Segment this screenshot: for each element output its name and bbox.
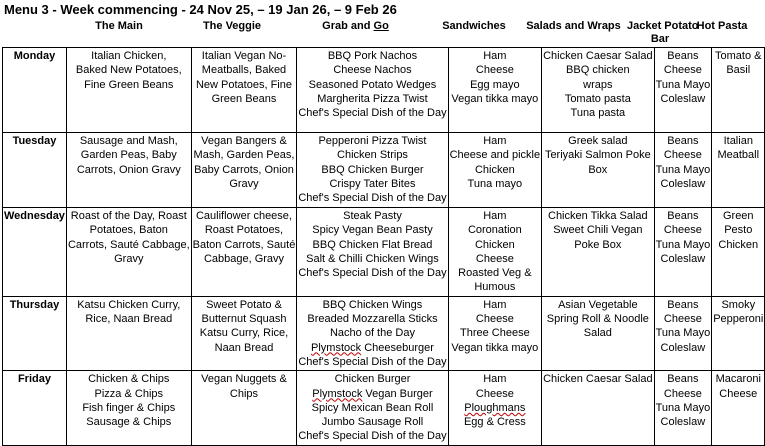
menu-item-line: Gravy bbox=[229, 177, 259, 190]
menu-row-tuesday bbox=[3, 133, 765, 208]
menu-item-line: BBQ Chicken Flat Bread bbox=[312, 238, 433, 251]
menu-item-line: Baked New Potatoes, bbox=[75, 64, 182, 77]
menu-item-line: Cheese bbox=[663, 149, 702, 162]
menu-item-line: Margherita Pizza Twist bbox=[317, 92, 428, 105]
cell-veggie bbox=[191, 48, 297, 133]
menu-item-line: Tomato & bbox=[715, 50, 762, 62]
menu-item-line: Greek salad bbox=[568, 135, 628, 147]
cell-main bbox=[66, 371, 191, 445]
menu-item-line: Coleslaw bbox=[660, 92, 706, 105]
menu-item-line: Chicken & Chips bbox=[88, 373, 170, 386]
page-title: Menu 3 - Week commencing - 24 Nov 25, – 19 Jan 26, – 9 Feb 26 bbox=[4, 2, 397, 17]
header-grab-and-go bbox=[284, 20, 427, 33]
day-label bbox=[3, 371, 67, 445]
menu-item-line: Vegan Bangers & bbox=[201, 135, 287, 147]
menu-item-line: Roast of the Day, Roast bbox=[70, 210, 187, 222]
menu-item-line: Green bbox=[722, 210, 754, 222]
menu-item-line: Garden Peas, Baby bbox=[80, 149, 177, 162]
menu-item-line: Ham bbox=[483, 373, 507, 386]
menu-item-line: Chicken Caesar Salad bbox=[543, 373, 653, 386]
menu-item-line: Butternut Squash bbox=[201, 313, 287, 326]
cell-pasta bbox=[712, 133, 765, 208]
menu-item-line: New Potatoes, Fine bbox=[195, 78, 292, 91]
day-label bbox=[3, 208, 67, 297]
menu-row-thursday bbox=[3, 296, 765, 370]
menu-item-line: Beans bbox=[667, 298, 699, 311]
cell-salads bbox=[542, 133, 654, 208]
menu-item-line: Tuna Mayo bbox=[655, 401, 711, 414]
menu-item-line: Asian Vegetable bbox=[558, 298, 638, 311]
menu-item-line: Sweet Chili Vegan bbox=[553, 224, 643, 237]
cell-grab bbox=[297, 296, 448, 370]
menu-item-line: Sweet Potato & bbox=[206, 298, 282, 311]
menu-item-line: Box bbox=[588, 163, 608, 176]
cell-grab bbox=[297, 371, 448, 445]
menu-item-line: Cheese Nachos bbox=[333, 64, 412, 77]
menu-item-line: Three Cheese bbox=[459, 327, 530, 340]
menu-item-line: Katsu Chicken Curry, bbox=[77, 298, 181, 311]
day-label bbox=[3, 48, 67, 133]
menu-item-line: Ploughmans bbox=[464, 401, 526, 414]
menu-item-line: Plymstock Cheeseburger bbox=[311, 341, 434, 354]
header-jacket-line2: Bar bbox=[650, 33, 670, 45]
cell-main bbox=[66, 48, 191, 133]
cell-sandwiches bbox=[448, 133, 542, 208]
menu-item-line: Poke Box bbox=[574, 238, 622, 251]
header-hot-pasta bbox=[694, 20, 750, 33]
menu-item-line: Cheese bbox=[475, 252, 514, 265]
menu-item-line: Tuna Mayo bbox=[655, 327, 711, 340]
menu-item-line: Fish finger & Chips bbox=[82, 401, 176, 414]
menu-item-line: Macaroni bbox=[715, 373, 761, 386]
menu-item-line: Pepperoni Pizza Twist bbox=[318, 135, 427, 147]
menu-item-line: Tuna Mayo bbox=[655, 163, 711, 176]
menu-item-line: Coleslaw bbox=[660, 252, 706, 265]
menu-item-line: Italian Vegan No- bbox=[201, 50, 287, 62]
menu-item-line: Baton Carrots, Sauté bbox=[192, 238, 296, 251]
menu-item-line: Plymstock Vegan Burger bbox=[312, 387, 433, 400]
menu-item-line: Cauliflower cheese, bbox=[195, 210, 292, 222]
menu-item-line: Pesto bbox=[724, 224, 753, 237]
cell-main bbox=[66, 296, 191, 370]
menu-item-line: Jumbo Sausage Roll bbox=[321, 416, 424, 429]
menu-item-line: Fine Green Beans bbox=[84, 78, 174, 91]
cell-salads bbox=[542, 371, 654, 445]
menu-item-line: Chef's Special Dish of the Day bbox=[298, 430, 447, 443]
menu-item-line: Ham bbox=[483, 50, 507, 62]
menu-item-line: Cheese bbox=[663, 313, 702, 326]
day-name: Wednesday bbox=[4, 210, 65, 222]
menu-item-line: Italian Chicken, bbox=[91, 50, 167, 62]
menu-item-line: Meatball bbox=[717, 149, 760, 162]
cell-jacket bbox=[654, 48, 712, 133]
cell-grab bbox=[297, 48, 448, 133]
menu-item-line: Chicken bbox=[718, 238, 759, 251]
menu-item-line: Cheese bbox=[475, 64, 514, 77]
menu-item-line: Chef's Special Dish of the Day bbox=[298, 355, 447, 368]
header-grab-go-label: Go bbox=[373, 20, 389, 32]
menu-item-line: Gravy bbox=[114, 252, 144, 265]
menu-item-line: Carrots, Onion Gravy bbox=[76, 163, 181, 176]
cell-pasta bbox=[712, 48, 765, 133]
day-name: Tuesday bbox=[12, 135, 57, 147]
menu-item-line: Steak Pasty bbox=[343, 210, 402, 222]
menu-item-line: Salt & Chilli Chicken Wings bbox=[306, 252, 439, 265]
header-salads-label: Salads and Wraps bbox=[526, 20, 621, 32]
menu-item-line: Egg & Cress bbox=[463, 416, 526, 429]
menu-item-line: Coleslaw bbox=[660, 341, 706, 354]
menu-item-line: Beans bbox=[667, 135, 699, 147]
menu-item-line: Tuna mayo bbox=[467, 177, 523, 190]
menu-item-line: Cheese bbox=[663, 64, 702, 77]
menu-item-line: Tuna pasta bbox=[570, 107, 626, 120]
menu-row-wednesday bbox=[3, 208, 765, 297]
header-salads bbox=[521, 20, 626, 33]
menu-item-line: Chicken bbox=[474, 238, 515, 251]
menu-item-line: Spicy Vegan Bean Pasty bbox=[312, 224, 433, 237]
menu-item-line: Seasoned Potato Wedges bbox=[308, 78, 437, 91]
header-jacket-potato bbox=[627, 20, 699, 46]
menu-item-line: Baby Carrots, Onion bbox=[194, 163, 294, 176]
cell-pasta bbox=[712, 208, 765, 297]
cell-sandwiches bbox=[448, 371, 542, 445]
menu-item-line: Spring Roll & Noodle bbox=[546, 313, 649, 326]
menu-item-line: Green Beans bbox=[211, 92, 277, 105]
menu-table-body bbox=[3, 48, 765, 446]
menu-item-line: BBQ chicken bbox=[566, 64, 630, 77]
menu-item-line: Salad bbox=[583, 327, 612, 340]
menu-item-line: Meatballs, Baked bbox=[201, 64, 287, 77]
menu-item-line: Chicken Tikka Salad bbox=[548, 210, 648, 222]
menu-item-line: Vegan tikka mayo bbox=[451, 92, 539, 105]
menu-table bbox=[2, 47, 765, 446]
header-veggie bbox=[181, 20, 283, 33]
cell-grab bbox=[297, 208, 448, 297]
cell-pasta bbox=[712, 296, 765, 370]
cell-grab bbox=[297, 133, 448, 208]
day-label bbox=[3, 296, 67, 370]
menu-item-line: Humous bbox=[474, 281, 516, 294]
cell-main bbox=[66, 133, 191, 208]
menu-item-line: Breaded Mozzarella Sticks bbox=[307, 313, 438, 326]
cell-veggie bbox=[191, 296, 297, 370]
menu-item-line: Egg mayo bbox=[470, 78, 520, 91]
header-sandwiches-label: Sandwiches bbox=[442, 20, 506, 32]
menu-item-line: Cheese bbox=[719, 387, 758, 400]
cell-jacket bbox=[654, 371, 712, 445]
menu-item-line: Basil bbox=[726, 64, 751, 77]
menu-item-line: Spicy Mexican Bean Roll bbox=[311, 401, 434, 414]
menu-item-line: Teriyaki Salmon Poke bbox=[544, 149, 651, 162]
cell-jacket bbox=[654, 296, 712, 370]
day-label bbox=[3, 133, 67, 208]
menu-item-line: BBQ Chicken Burger bbox=[321, 163, 424, 176]
menu-item-line: Chef's Special Dish of the Day bbox=[298, 192, 447, 205]
cell-jacket bbox=[654, 208, 712, 297]
menu-item-line: Roast Potatoes, bbox=[204, 224, 284, 237]
menu-item-line: Chicken bbox=[474, 163, 515, 176]
day-name: Thursday bbox=[9, 298, 60, 311]
menu-item-line: Cheese bbox=[663, 224, 702, 237]
menu-item-line: Cheese and pickle bbox=[449, 149, 541, 162]
menu-item-line: Italian bbox=[723, 135, 753, 147]
cell-veggie bbox=[191, 208, 297, 297]
menu-item-line: Pepperoni bbox=[713, 313, 764, 326]
menu-item-line: Beans bbox=[667, 373, 699, 386]
menu-item-line: Rice, Naan Bread bbox=[85, 313, 173, 326]
menu-item-line: Naan Bread bbox=[214, 341, 274, 354]
cell-sandwiches bbox=[448, 208, 542, 297]
menu-item-line: Carrots, Sauté Cabbage, bbox=[67, 238, 190, 251]
menu-item-line: BBQ Pork Nachos bbox=[327, 50, 418, 62]
menu-row-monday bbox=[3, 48, 765, 133]
cell-salads bbox=[542, 208, 654, 297]
menu-item-line: Katsu Curry, Rice, bbox=[199, 327, 289, 340]
cell-sandwiches bbox=[448, 48, 542, 133]
menu-item-line: BBQ Chicken Wings bbox=[322, 298, 423, 311]
cell-pasta bbox=[712, 371, 765, 445]
menu-item-line: Beans bbox=[667, 210, 699, 222]
header-sandwiches bbox=[428, 20, 520, 33]
menu-row-friday bbox=[3, 371, 765, 445]
cell-sandwiches bbox=[448, 296, 542, 370]
cell-veggie bbox=[191, 133, 297, 208]
menu-item-line: Crispy Tater Bites bbox=[329, 177, 416, 190]
menu-item-line: Chef's Special Dish of the Day bbox=[298, 107, 447, 120]
menu-item-line: Ham bbox=[483, 210, 507, 222]
menu-item-line: Tuna Mayo bbox=[655, 238, 711, 251]
menu-item-line: Cabbage, Gravy bbox=[203, 252, 285, 265]
header-main-label: The Main bbox=[95, 20, 143, 32]
menu-item-line: Cheese bbox=[663, 387, 702, 400]
menu-item-line: Chicken Strips bbox=[337, 149, 408, 162]
header-grab-label: Grab and bbox=[322, 20, 371, 32]
cell-veggie bbox=[191, 371, 297, 445]
menu-item-line: Smoky bbox=[721, 298, 756, 311]
menu-item-line: Tuna Mayo bbox=[655, 78, 711, 91]
menu-item-line: Vegan Nuggets & bbox=[201, 373, 287, 386]
header-main bbox=[58, 20, 180, 33]
menu-item-line: Potatoes, Baton bbox=[89, 224, 168, 237]
cell-salads bbox=[542, 48, 654, 133]
menu-item-line: Chicken Burger bbox=[334, 373, 411, 386]
cell-salads bbox=[542, 296, 654, 370]
header-veggie-label: The Veggie bbox=[202, 20, 262, 32]
menu-item-line: Roasted Veg & bbox=[458, 267, 532, 280]
menu-item-line: Vegan tikka mayo bbox=[451, 341, 539, 354]
day-name: Monday bbox=[13, 50, 56, 62]
header-jacket-line1: Jacket Potato bbox=[627, 20, 699, 32]
menu-item-line: Tomato pasta bbox=[564, 92, 631, 105]
cell-main bbox=[66, 208, 191, 297]
menu-item-line: Cheese bbox=[475, 387, 514, 400]
menu-item-line: Chicken Caesar Salad bbox=[543, 50, 653, 62]
menu-item-line: Ham bbox=[483, 298, 507, 311]
menu-item-line: Cheese bbox=[475, 313, 514, 326]
header-pasta-label: Hot Pasta bbox=[696, 20, 748, 32]
cell-jacket bbox=[654, 133, 712, 208]
menu-item-line: Beans bbox=[667, 50, 699, 62]
menu-item-line: Chips bbox=[229, 387, 259, 400]
menu-item-line: Ham bbox=[483, 135, 507, 147]
menu-item-line: Coronation bbox=[467, 224, 522, 237]
menu-item-line: Coleslaw bbox=[660, 177, 706, 190]
menu-item-line: Sausage and Mash, bbox=[79, 135, 178, 147]
menu-item-line: Coleslaw bbox=[660, 416, 706, 429]
menu-item-line: Chef's Special Dish of the Day bbox=[298, 267, 447, 280]
menu-item-line: Pizza & Chips bbox=[94, 387, 164, 400]
menu-item-line: Mash, Garden Peas, bbox=[193, 149, 295, 162]
menu-item-line: Nacho of the Day bbox=[329, 327, 415, 340]
day-name: Friday bbox=[17, 373, 51, 386]
menu-item-line: Sausage & Chips bbox=[86, 416, 172, 429]
menu-item-line: wraps bbox=[583, 78, 613, 91]
